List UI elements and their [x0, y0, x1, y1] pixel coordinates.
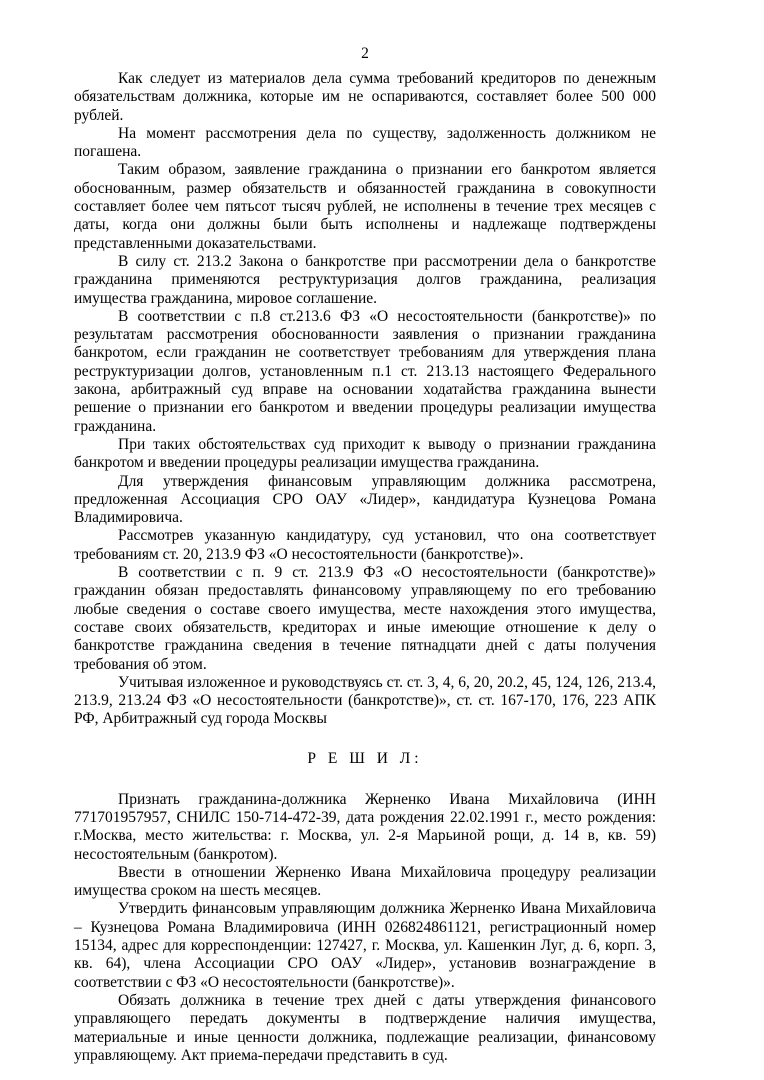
paragraph: При таких обстоятельствах суд приходит к выводу о признании гражданина банкротом и введении процедуры реализации имущества гражданина. — [74, 435, 656, 472]
paragraph: В соответствии с п.8 ст.213.6 ФЗ «О несостоятельности (банкротстве)» по результатам рассмотрения обоснованности заявления о признании гражданина банкротом, если гражданин не соответствует требованиям для утверждения плана реструктуризации долгов, установленным п.1 ст. 213.13 настоящего Федерального закона, арбитражный суд вправе на основании ходатайства гражданина вынести решение о признании его банкротом и введении процедуры реализации имущества гражданина. — [74, 307, 656, 435]
paragraph: Таким образом, заявление гражданина о признании его банкротом является обоснованным, размер обязательств и обязанностей гражданина в совокупности составляет более чем пятьсот тысяч рублей, не исполнены в течение трех месяцев с даты, когда они должны были быть исполнены и надлежаще подтверждены представленными доказательствами. — [74, 161, 656, 252]
paragraph: В силу ст. 213.2 Закона о банкротстве при рассмотрении дела о банкротстве гражданина применяются реструктуризация долгов гражданина, реализация имущества гражданина, мировое соглашение. — [74, 252, 656, 307]
document-body — [74, 70, 656, 1065]
paragraph: Утвердить финансовым управляющим должника Жерненко Ивана Михайловича – Кузнецова Романа Владимировича (ИНН 026824861121, регистрационный номер 15134, адрес для корреспонденции: 127427, г. Москва, ул. Кашенкин Луг, д. 6, корп. 3, кв. 64), члена Ассоциации СРО ОАУ «Лидер», установив вознаграждение в соответствии с ФЗ «О несостоятельности (банкротстве)». — [74, 900, 656, 991]
page-number: 2 — [361, 45, 369, 62]
paragraph: Признать гражданина-должника Жерненко Ивана Михайловича (ИНН 771701957957, СНИЛС 150-714-472-39, дата рождения 22.02.1991 г., место рождения: г.Москва, место жительства: г. Москва, ул. 2-я Марьиной рощи, д. 14 в, кв. 59) несостоятельным (банкротом). — [74, 790, 656, 863]
paragraph: На момент рассмотрения дела по существу, задолженность должником не погашена. — [74, 124, 656, 161]
paragraph: Ввести в отношении Жерненко Ивана Михайловича процедуру реализации имущества сроком на шесть месяцев. — [74, 863, 656, 900]
decision-heading: Р Е Ш И Л: — [307, 749, 423, 767]
paragraph: Обязать должника в течение трех дней с даты утверждения финансового управляющего передать документы в подтверждение наличия имущества, материальные и иные ценности должника, подлежащие реализации, финансовому управляющему. Акт приема-передачи представить в суд. — [74, 991, 656, 1064]
paragraph: Для утверждения финансовым управляющим должника рассмотрена, предложенная Ассоциация СРО ОАУ «Лидер», кандидатура Кузнецова Романа Владимировича. — [74, 472, 656, 527]
paragraph: В соответствии с п. 9 ст. 213.9 ФЗ «О несостоятельности (банкротстве)» гражданин обязан предоставлять финансовому управляющему по его требованию любые сведения о составе своего имущества, месте нахождения этого имущества, составе своих обязательств, кредиторах и иные имеющие отношение к делу о банкротстве гражданина сведения в течение пятнадцати дней с даты получения требования об этом. — [74, 564, 656, 673]
paragraph: Как следует из материалов дела сумма требований кредиторов по денежным обязательствам должника, которые им не оспариваются, составляет более 500 000 рублей. — [74, 70, 656, 124]
paragraph: Рассмотрев указанную кандидатуру, суд установил, что она соответствует требованиям ст. 20, 213.9 ФЗ «О несостоятельности (банкротстве)». — [74, 527, 656, 563]
paragraph: Учитывая изложенное и руководствуясь ст. ст. 3, 4, 6, 20, 20.2, 45, 124, 126, 213.4, 213.9, 213.24 ФЗ «О несостоятельности (банкротстве)», ст. ст. 167-170, 176, 223 АПК РФ, Арбитражный суд города Москвы — [74, 673, 656, 728]
